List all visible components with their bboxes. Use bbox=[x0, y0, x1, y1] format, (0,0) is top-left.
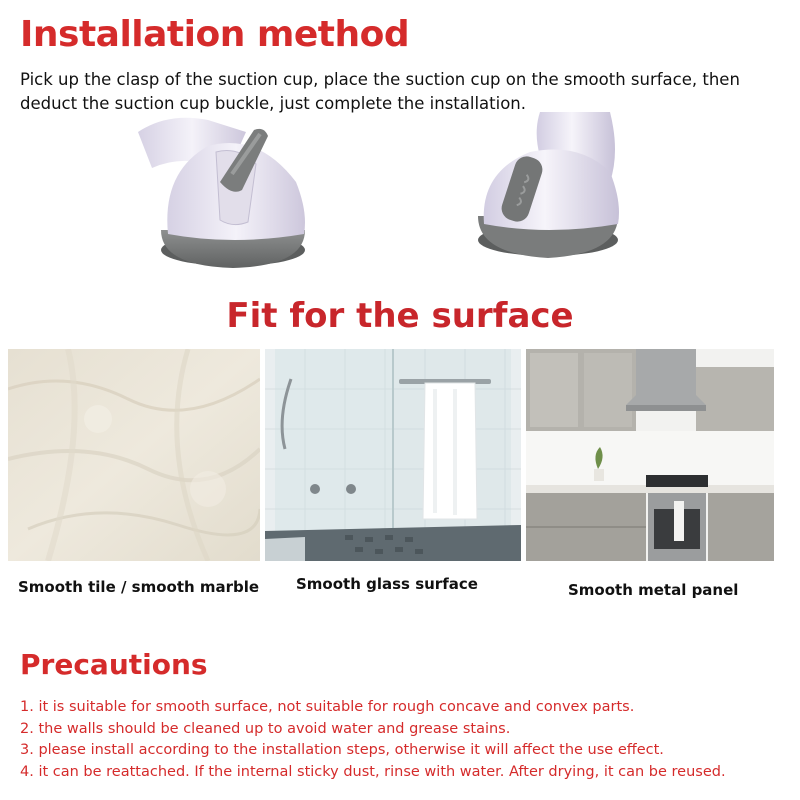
installation-description: Pick up the clasp of the suction cup, place the suction cup on the smooth surface, then deduct the suction cup buckle, just complete the installation. bbox=[20, 70, 740, 113]
kitchen-metal-image bbox=[526, 349, 774, 561]
precautions-list bbox=[20, 697, 726, 783]
fit-surface-title: Fit for the surface bbox=[226, 296, 574, 336]
precaution-item: 2. the walls should be cleaned up to avoid water and grease stains. bbox=[20, 720, 511, 737]
precaution-item: 4. it can be reattached. If the internal sticky dust, rinse with water. After drying, it can be reused. bbox=[20, 763, 726, 780]
precaution-item: 1. it is suitable for smooth surface, not suitable for rough concave and convex parts. bbox=[20, 699, 635, 715]
surface-label-glass: Smooth glass surface bbox=[296, 575, 478, 593]
suction-cup-open-image bbox=[128, 112, 318, 282]
suction-cup-closed-image bbox=[470, 112, 630, 282]
marble-tile-image bbox=[8, 349, 260, 561]
surface-label-metal: Smooth metal panel bbox=[568, 581, 739, 599]
precaution-item: 3. please install according to the installation steps, otherwise it will affect the use effect. bbox=[20, 742, 664, 758]
surface-label-marble: Smooth tile / smooth marble bbox=[18, 578, 260, 596]
precautions-title: Precautions bbox=[20, 648, 208, 681]
glass-shower-image bbox=[265, 349, 521, 561]
installation-title: Installation method bbox=[20, 14, 410, 55]
